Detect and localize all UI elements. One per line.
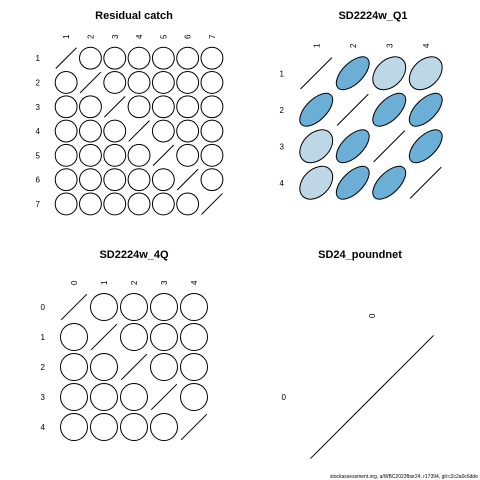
row-label: 4 [40,423,45,432]
column-label: 7 [207,34,217,39]
column-label: 2 [86,34,96,39]
row-label: 6 [35,175,40,185]
row-label: 4 [35,127,40,137]
column-label: 3 [385,43,395,48]
row-label: 1 [40,333,45,342]
column-label: 0 [70,280,79,285]
column-label: 3 [160,280,169,285]
panel-title: SD24_poundnet [318,249,402,261]
row-label: 2 [35,78,40,88]
panel-title: Residual catch [95,10,173,22]
row-label: 3 [35,102,40,112]
row-label: 5 [35,151,40,161]
row-label: 3 [279,142,284,152]
row-label: 0 [40,303,45,312]
row-label: 2 [279,105,284,115]
row-label: 3 [40,393,45,402]
column-label: 6 [183,34,193,39]
column-label: 2 [130,280,139,285]
row-label: 2 [40,363,45,372]
column-label: 4 [190,280,199,285]
column-label: 2 [348,43,358,48]
column-label: 1 [100,280,109,285]
row-label: 7 [35,199,40,209]
column-label: 3 [110,34,120,39]
row-label: 4 [279,178,284,188]
footer-credit: stockassessment.org, a/WBC2023fbsr24, r17394, git:c2c2a0c6dde [329,474,478,480]
column-label: 5 [159,34,169,39]
row-label: 0 [281,393,286,402]
panel-title: SD2224w_Q1 [338,10,408,22]
column-label: 0 [368,313,377,318]
column-label: 4 [421,43,431,48]
row-label: 1 [35,54,40,64]
column-label: 1 [62,34,72,39]
panel-title: SD2224w_4Q [99,249,169,261]
column-label: 4 [135,34,145,39]
column-label: 1 [312,43,322,48]
row-label: 1 [279,69,284,79]
